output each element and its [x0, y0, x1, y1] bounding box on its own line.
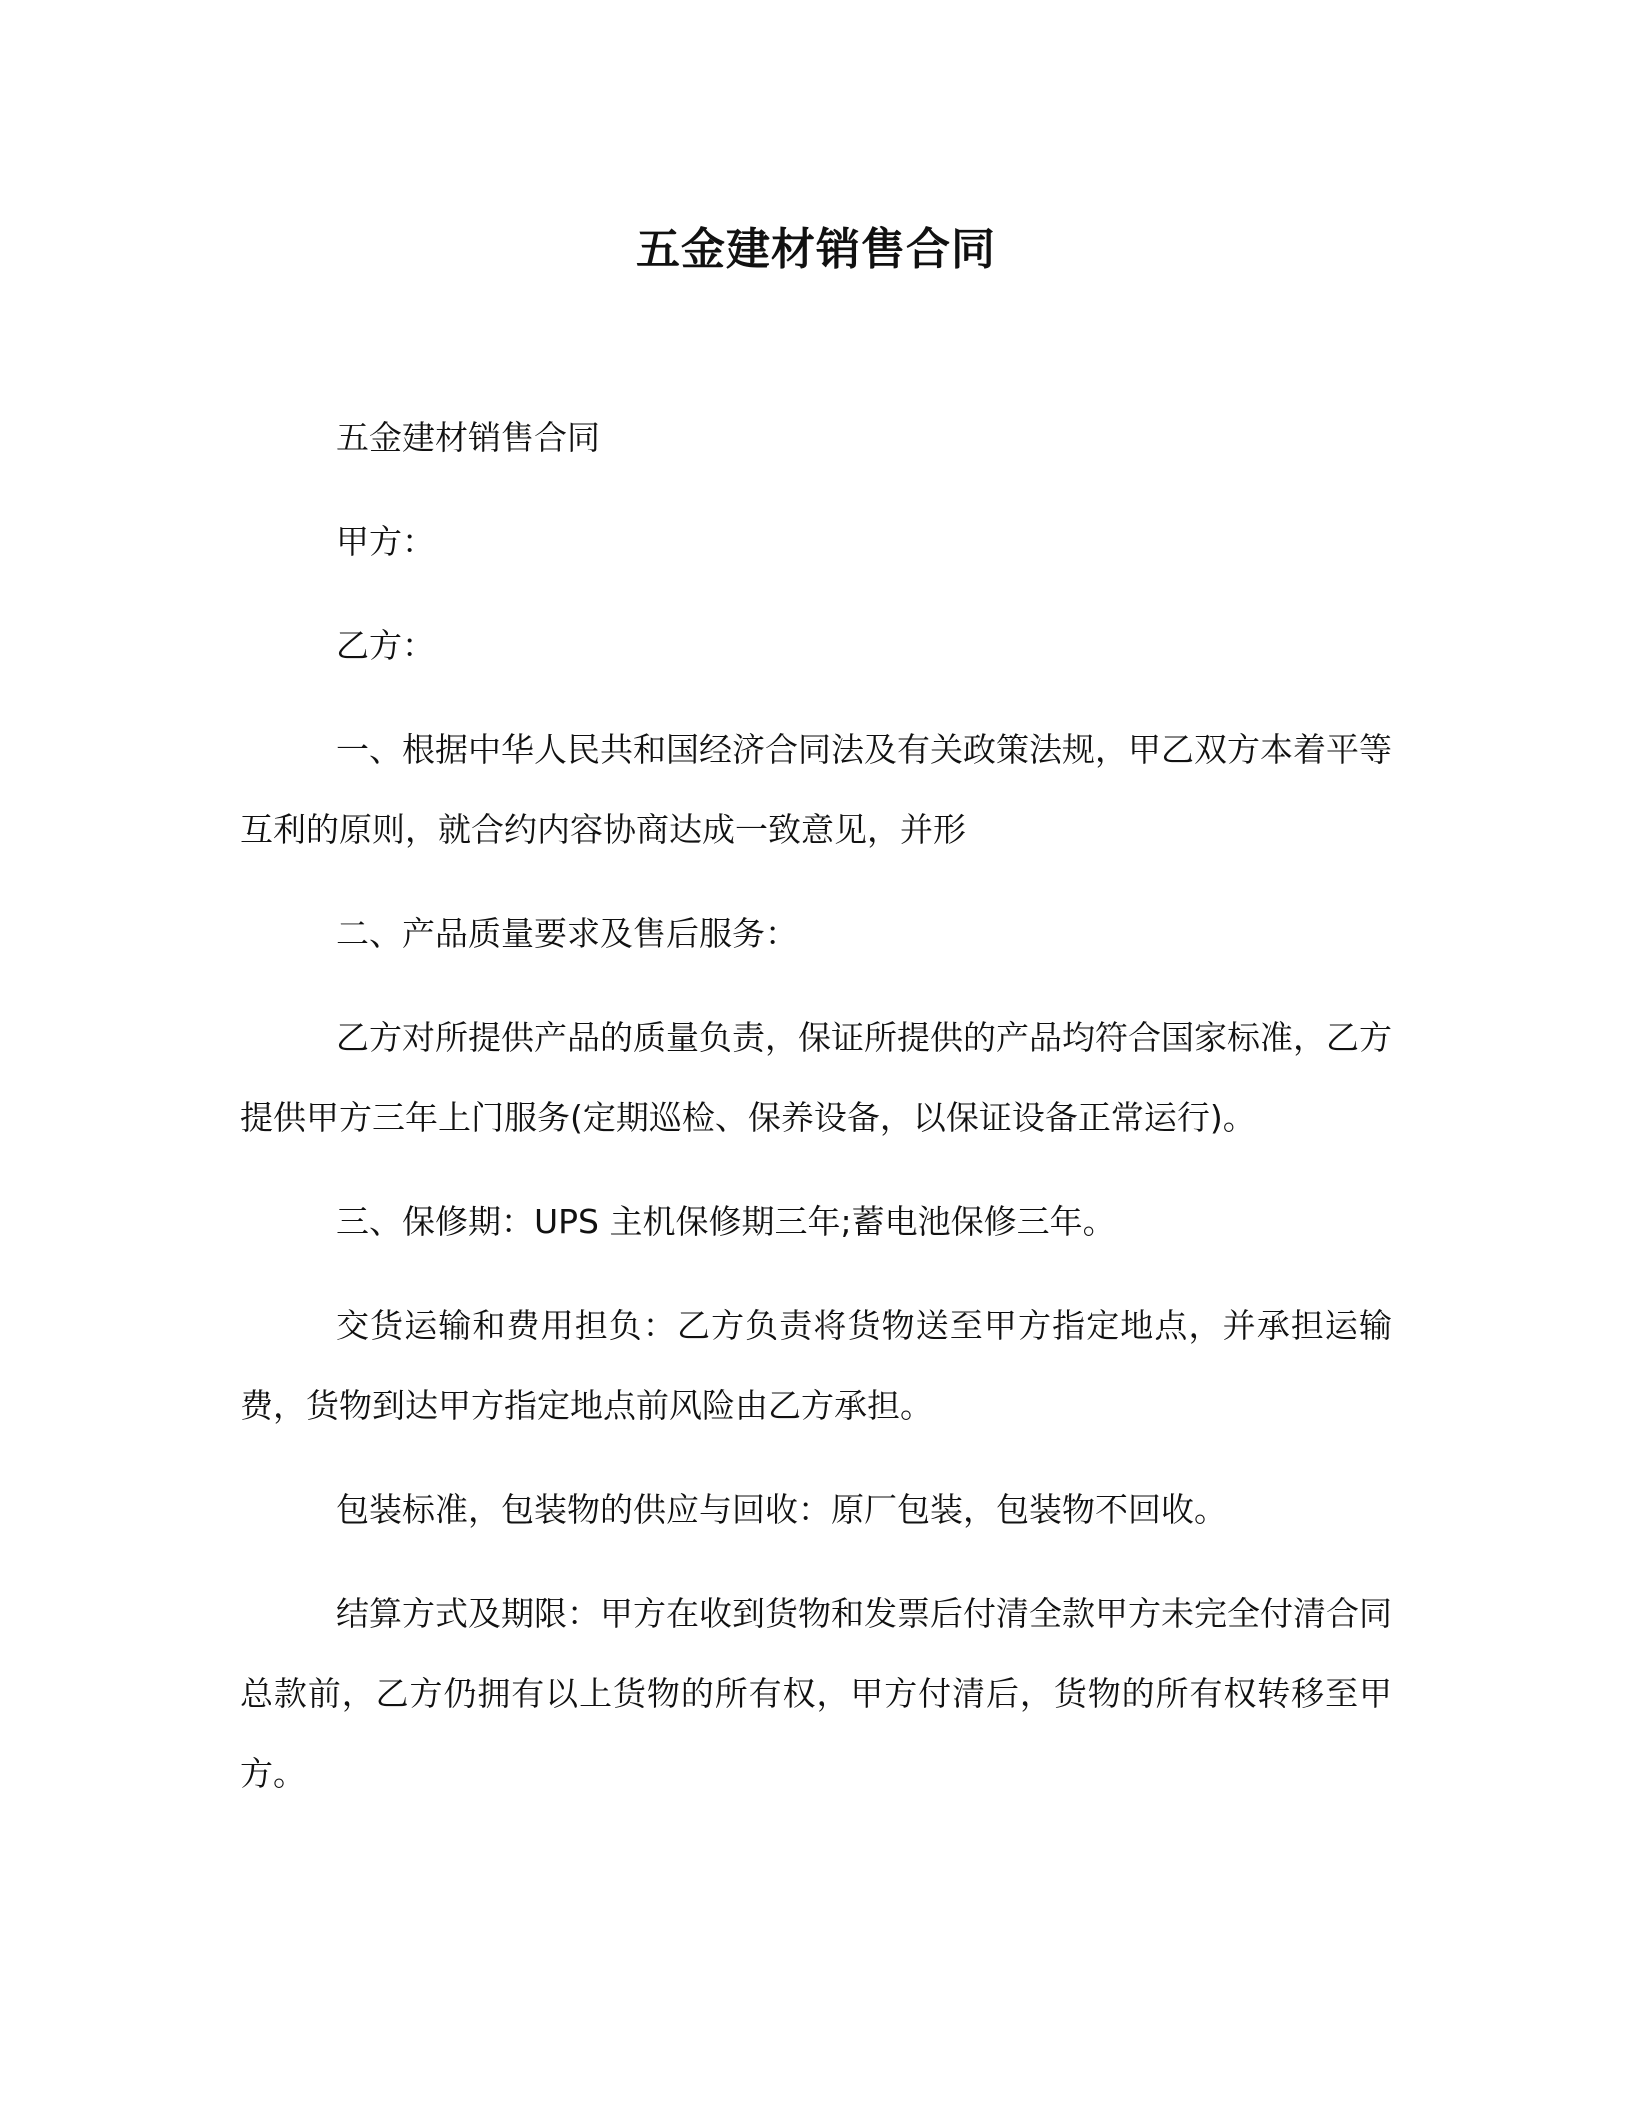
paragraph-subtitle: 五金建材销售合同	[336, 418, 600, 457]
paragraph-delivery: 交货运输和费用担负：乙方负责将货物送至甲方指定地点，并承担运输费，货物到达甲方指定地点前风险由乙方承担。	[240, 1306, 1392, 1425]
paragraph-settlement: 结算方式及期限：甲方在收到货物和发票后付清全款甲方未完全付清合同总款前，乙方仍拥有以上货物的所有权，甲方付清后，货物的所有权转移至甲方。	[240, 1594, 1392, 1793]
paragraph-clause-2-heading: 二、产品质量要求及售后服务：	[336, 914, 798, 953]
paragraph-quality: 乙方对所提供产品的质量负责，保证所提供的产品均符合国家标准，乙方提供甲方三年上门服务(定期巡检、保养设备，以保证设备正常运行)。	[240, 1018, 1392, 1137]
paragraph-party-b: 乙方：	[336, 626, 435, 665]
document-body	[240, 398, 1392, 1838]
paragraph-packaging: 包装标准，包装物的供应与回收：原厂包装，包装物不回收。	[336, 1490, 1227, 1529]
paragraph-clause-1: 一、根据中华人民共和国经济合同法及有关政策法规，甲乙双方本着平等互利的原则，就合约内容协商达成一致意见，并形	[240, 730, 1392, 849]
paragraph-warranty: 三、保修期：UPS 主机保修期三年;蓄电池保修三年。	[336, 1202, 1116, 1241]
page-title: 五金建材销售合同	[636, 224, 996, 275]
paragraph-party-a: 甲方：	[336, 522, 435, 561]
